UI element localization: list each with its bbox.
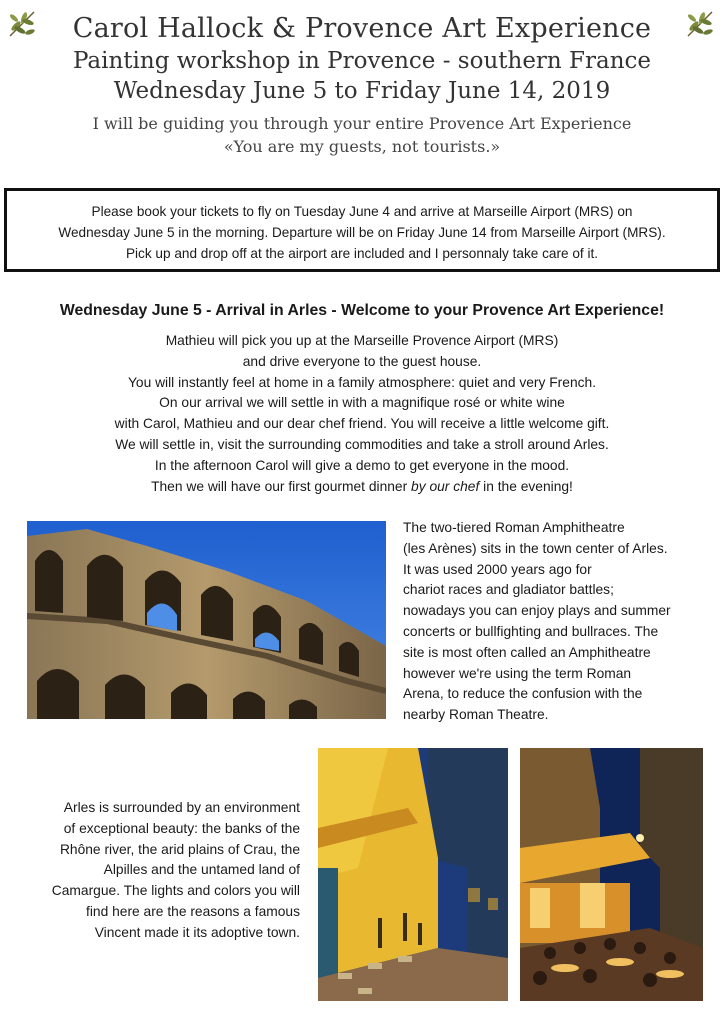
arena-line: concerts or bullfighting and bullraces. The [403, 623, 659, 639]
page-title: Carol Hallock & Provence Art Experience [72, 13, 652, 44]
notice-line: Wednesday June 5 in the morning. Departure will be on Friday June 14 from Marseille Airport (MRS). [58, 225, 666, 240]
arena-photo [27, 521, 386, 719]
surroundings-line: of exceptional beauty: the banks of the [63, 820, 300, 836]
notice-line: Please book your tickets to fly on Tuesday June 4 and arrive at Marseille Airport (MRS) on [91, 204, 633, 219]
arena-line: however we're using the term Roman [403, 665, 632, 681]
description-line: and drive everyone to the guest house. [242, 353, 482, 369]
surroundings-line: Alpilles and the untamed land of [103, 862, 300, 878]
description-line: Mathieu will pick you up at the Marseille Provence Airport (MRS) [165, 333, 559, 348]
arena-line: Arena, to reduce the confusion with the [403, 686, 643, 702]
description-line: You will instantly feel at home in a family atmosphere: quiet and very French. [127, 374, 597, 390]
arena-line: site is most often called an Amphitheatre [403, 644, 651, 660]
arena-description [403, 518, 719, 726]
arena-line: The two-tiered Roman Amphitheatre [403, 520, 625, 535]
guide-statement: I will be guiding you through your entire Provence Art Experience [92, 114, 632, 133]
surroundings-description [18, 798, 300, 944]
emphasis-text: by our chef [411, 478, 480, 494]
event-dates: Wednesday June 5 to Friday June 14, 2019 [113, 78, 611, 104]
page-subtitle: Painting workshop in Provence - southern France [72, 48, 652, 74]
description-line: with Carol, Mathieu and our dear chef friend. You will receive a little welcome gift. [114, 416, 610, 432]
page-header [0, 12, 724, 158]
arrival-description [0, 331, 724, 497]
description-line: We will settle in, visit the surrounding commodities and take a stroll around Arles. [115, 436, 609, 452]
description-line: In the afternoon Carol will give a demo to get everyone in the mood. [154, 457, 570, 473]
notice-line: Pick up and drop off at the airport are included and I personnaly take care of it. [125, 246, 599, 261]
guide-quote: «You are my guests, not tourists.» [223, 137, 501, 156]
surroundings-line: Arles is surrounded by an environment [63, 800, 300, 815]
surroundings-line: Rhône river, the arid plains of Crau, the [59, 841, 300, 857]
day-heading: Wednesday June 5 - Arrival in Arles - Welcome to your Provence Art Experience! [59, 302, 665, 319]
booking-notice-box [4, 188, 720, 272]
arena-line: (les Arènes) sits in the town center of Arles. [403, 540, 668, 556]
night-cafe-photo [520, 748, 703, 1001]
surroundings-line: find here are the reasons a famous [86, 903, 300, 919]
arena-line: nowadays you can enjoy plays and summer [403, 603, 671, 619]
van-gogh-cafe-painting [318, 748, 508, 1001]
arena-line: It was used 2000 years ago for [403, 561, 592, 577]
arena-line: chariot races and gladiator battles; [403, 582, 614, 598]
arena-line: nearby Roman Theatre. [403, 707, 549, 723]
surroundings-line: Vincent made it its adoptive town. [94, 924, 300, 940]
description-line: Then we will have our first gourmet dinner by our chef in the evening! [151, 478, 573, 494]
description-line: On our arrival we will settle in with a magnifique rosé or white wine [159, 395, 565, 411]
surroundings-line: Camargue. The lights and colors you will [51, 883, 300, 899]
